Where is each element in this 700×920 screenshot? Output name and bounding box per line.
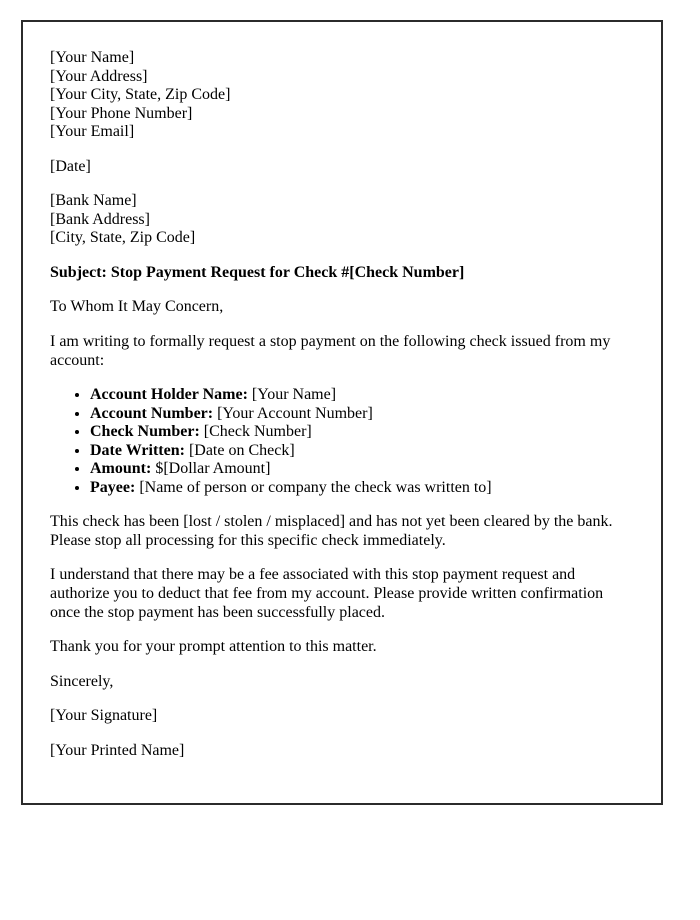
- greeting: To Whom It May Concern,: [50, 298, 224, 316]
- detail-value: [Date on Check]: [184, 441, 295, 459]
- detail-value: [Check Number]: [199, 423, 312, 441]
- subject-line: Subject: Stop Payment Request for Check #[Check Number]: [50, 263, 465, 281]
- detail-label: Date Written:: [90, 441, 185, 459]
- bank-city-state-zip: [City, State, Zip Code]: [50, 229, 196, 247]
- signature-placeholder: [Your Signature]: [50, 707, 158, 725]
- list-item-account-holder: [90, 386, 634, 405]
- recipient-address-block: [50, 192, 634, 248]
- list-item-check-number: [90, 423, 634, 442]
- body-paragraph-thank-you: Thank you for your prompt attention to this matter.: [50, 638, 377, 656]
- detail-label: Payee:: [90, 478, 136, 496]
- bank-name: [Bank Name]: [50, 192, 137, 210]
- detail-value: [Your Account Number]: [213, 404, 373, 422]
- printed-name-placeholder: [Your Printed Name]: [50, 741, 185, 759]
- sender-address-block: [50, 49, 634, 142]
- sender-name: [Your Name]: [50, 49, 135, 66]
- sender-email: [Your Email]: [50, 123, 135, 141]
- letter-document: [21, 20, 663, 805]
- list-item-account-number: [90, 405, 634, 424]
- sender-city-state-zip: [Your City, State, Zip Code]: [50, 86, 231, 104]
- detail-value: [Name of person or company the check was written to]: [135, 478, 492, 496]
- check-details-list: [50, 386, 634, 497]
- sender-phone: [Your Phone Number]: [50, 104, 193, 122]
- list-item-date-written: [90, 442, 634, 461]
- body-paragraph-lost-check: This check has been [lost / stolen / misplaced] and has not yet been cleared by the bank. Please stop all processing for this specific check immediately.: [50, 513, 613, 549]
- detail-label: Amount:: [90, 460, 152, 478]
- bank-address: [Bank Address]: [50, 210, 150, 228]
- intro-paragraph: I am writing to formally request a stop payment on the following check issued from my account:: [50, 333, 611, 369]
- list-item-payee: [90, 479, 634, 498]
- detail-value: [Your Name]: [247, 386, 337, 404]
- detail-label: Account Holder Name:: [90, 386, 248, 404]
- date-line: [Date]: [50, 157, 91, 175]
- body-paragraph-fee-authorization: I understand that there may be a fee associated with this stop payment request and authorize you to deduct that fee from my account. Please provide written confirmation once the stop payment has been successfully placed.: [50, 566, 604, 621]
- detail-label: Check Number:: [90, 423, 200, 441]
- detail-value: $[Dollar Amount]: [151, 460, 271, 478]
- list-item-amount: [90, 460, 634, 479]
- sender-address: [Your Address]: [50, 67, 148, 85]
- detail-label: Account Number:: [90, 404, 214, 422]
- closing: Sincerely,: [50, 672, 114, 690]
